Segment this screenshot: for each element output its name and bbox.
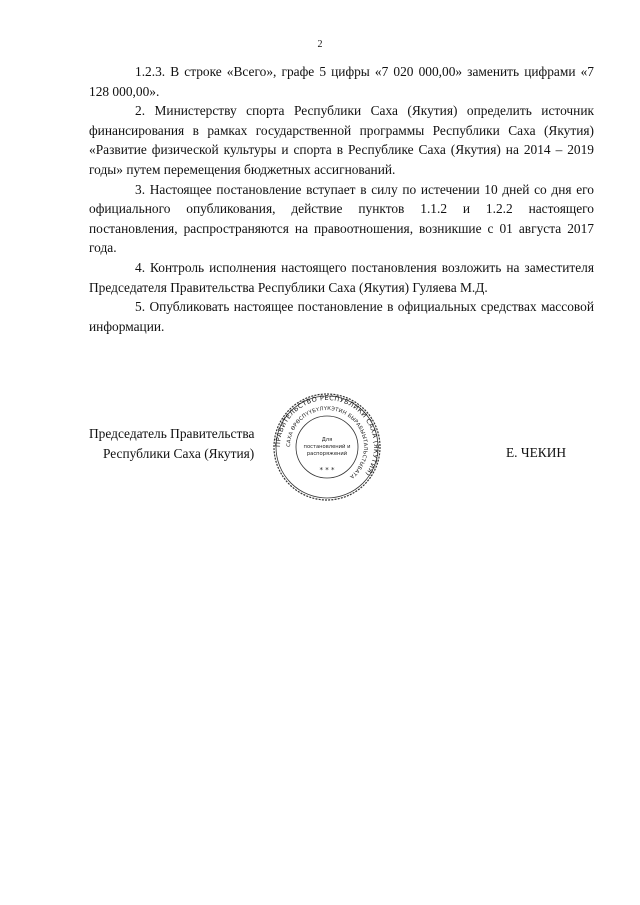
signatory-title-line2: Республики Саха (Якутия) bbox=[103, 445, 255, 461]
seal-center-line2: постановлений и bbox=[303, 444, 351, 450]
signatory-title-line1: Председатель Правительства bbox=[89, 426, 255, 441]
paragraph-2: 2. Министерству спорта Республики Саха (Якутия) определить источник финансирования в рамках государственной программы Республики Саха (Якутия) «Развитие физической культуры и спорта в Республике Саха (Якутия) на 2014 – 2019 годы» путем перемещения бюджетных ассигнований. bbox=[89, 103, 594, 177]
seal-stars: * * * bbox=[319, 466, 335, 474]
paragraph-1-2-3: 1.2.3. В строке «Всего», графе 5 цифры «7 020 000,00» заменить цифрами «7 128 000,00». bbox=[89, 64, 594, 99]
signatory-name: Е. ЧЕКИН bbox=[506, 445, 567, 460]
seal-inner-text: САХА ӨРӨСПҮҮБҮЛҮКЭТИН БЫРАБЫЫТАЛЬСТЫБАТА bbox=[285, 405, 369, 480]
page-number: 2 bbox=[317, 39, 323, 50]
official-seal bbox=[272, 392, 382, 502]
seal-outer-text: ПРАВИТЕЛЬСТВО РЕСПУБЛИКИ САХА (ЯКУТИЯ) bbox=[273, 393, 381, 478]
document-body bbox=[89, 62, 594, 336]
paragraph-3: 3. Настоящее постановление вступает в силу по истечении 10 дней со дня его официального опубликования, действие пунктов 1.1.2 и 1.2.2 настоящего постановления, распространяются на правоотношения, возникшие с 01 августа 2017 года. bbox=[89, 181, 594, 256]
seal-center-line3: распоряжений bbox=[306, 451, 348, 457]
signatory-title bbox=[89, 424, 254, 463]
seal-center-line1: Для bbox=[321, 437, 333, 443]
paragraph-4: 4. Контроль исполнения настоящего постановления возложить на заместителя Председателя Правительства Республики Саха (Якутия) Гуляева М.Д. bbox=[89, 259, 594, 295]
paragraph-5: 5. Опубликовать настоящее постановление в официальных средствах массовой информации. bbox=[89, 299, 594, 334]
